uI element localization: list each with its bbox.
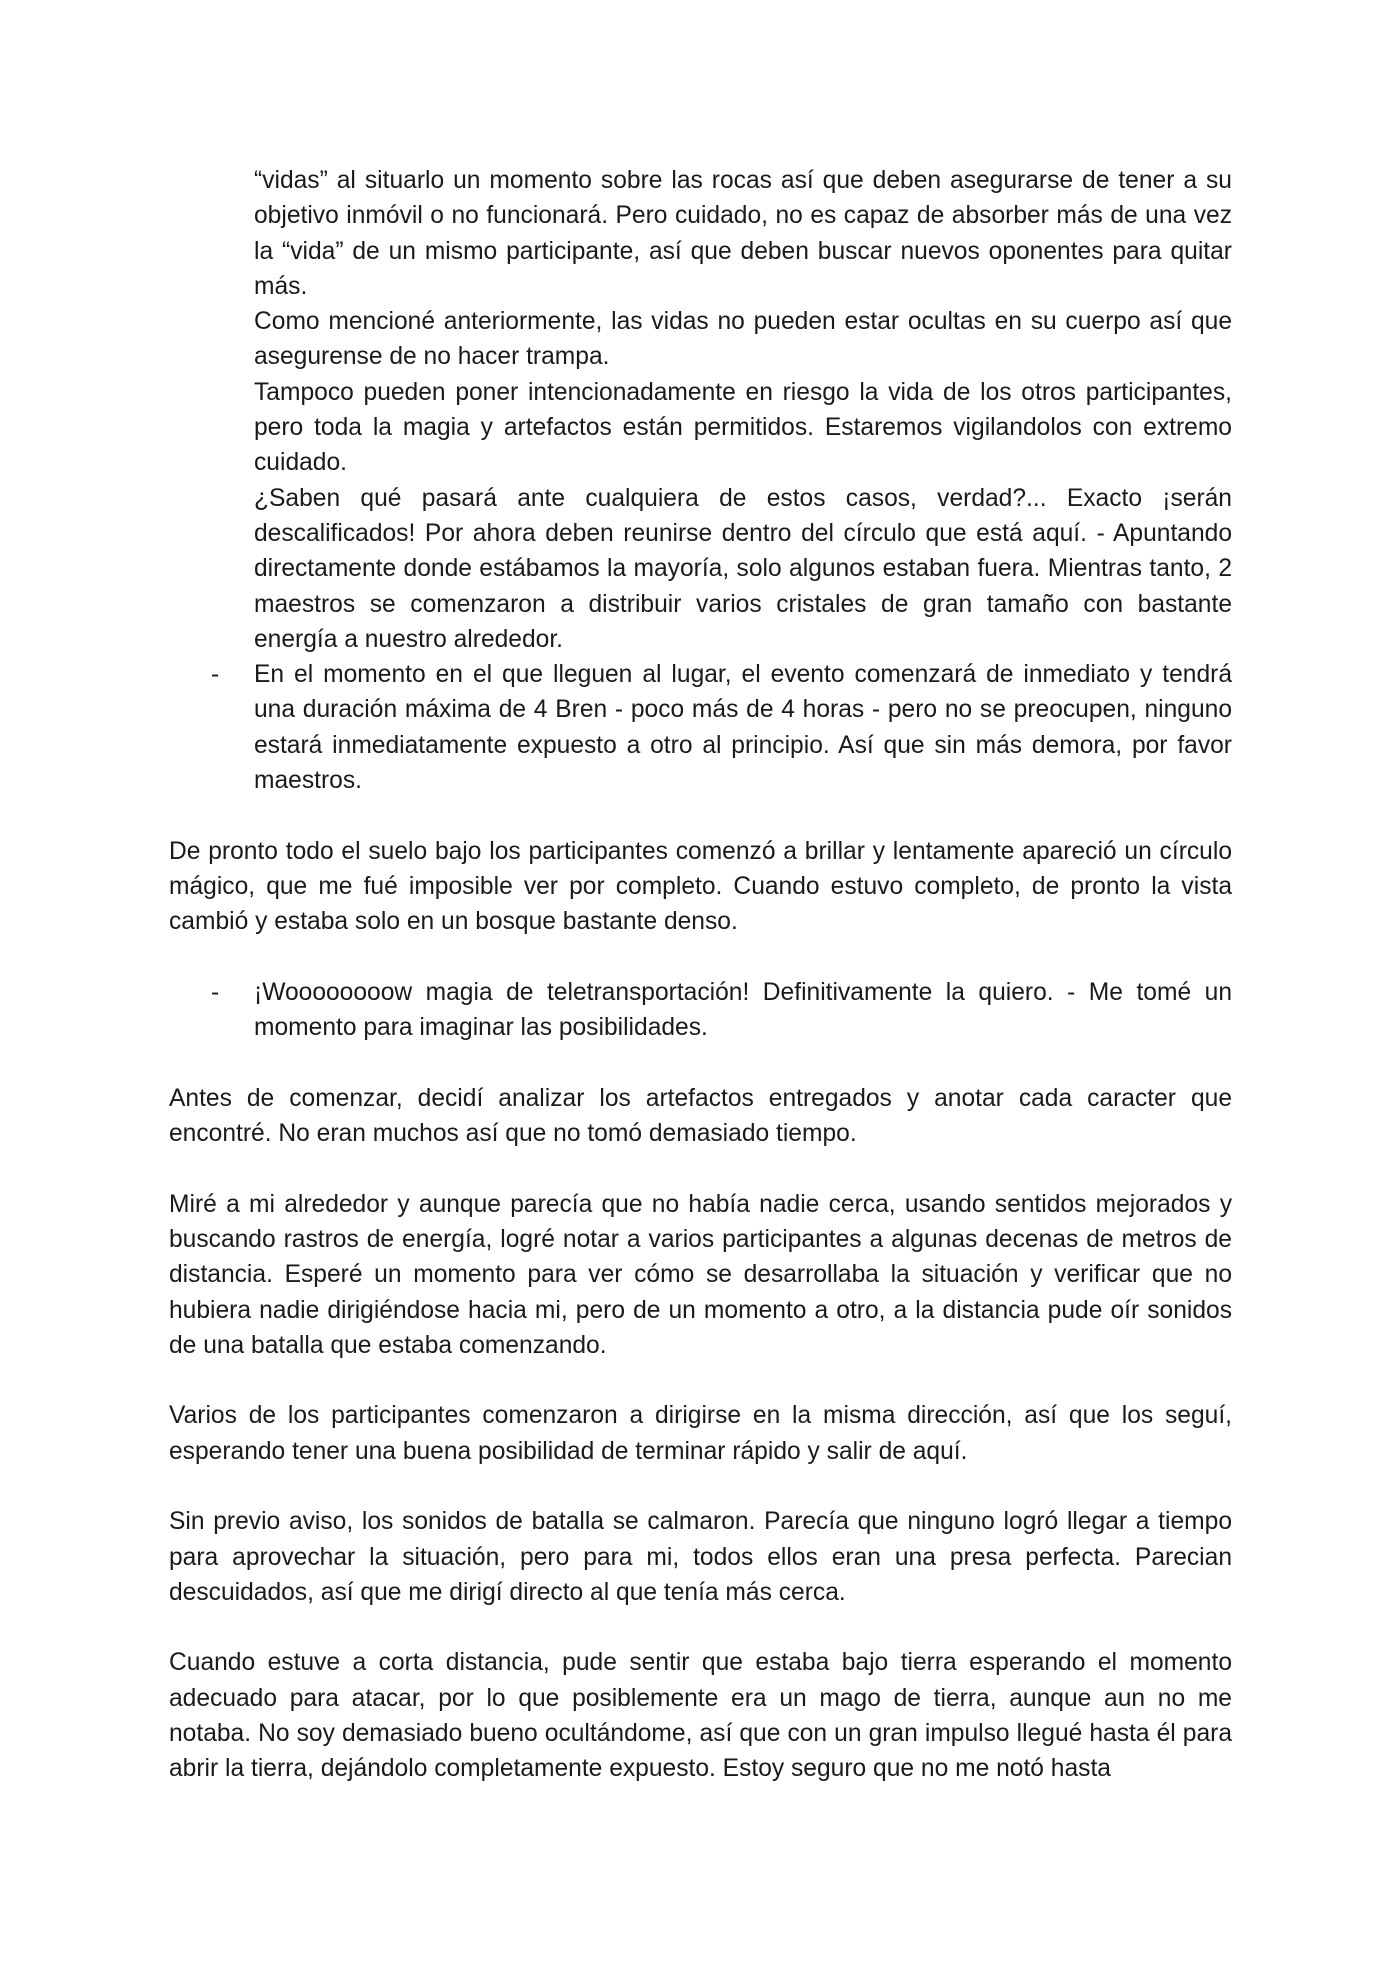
- paragraph-gap: [169, 1363, 1232, 1398]
- bullet-text: En el momento en el que lleguen al lugar, el evento comenzará de inmediato y tendrá una duración máxima de 4 Bren - poco más de 4 horas - pero no se preocupen, ninguno estará inmediatamente expuesto a otro al principio. Así que sin más demora, por favor maestros.: [254, 661, 1232, 795]
- paragraph: Varios de los participantes comenzaron a dirigirse en la misma dirección, así que los seguí, esperando tener una buena posibilidad de terminar rápido y salir de aquí.: [169, 1402, 1232, 1465]
- paragraph: De pronto todo el suelo bajo los participantes comenzó a brillar y lentamente apareció un círculo mágico, que me fué imposible ver por completo. Cuando estuvo completo, de pronto la vista cambió y estaba solo en un bosque bastante denso.: [169, 837, 1232, 936]
- dialogue-continuation: [169, 163, 1232, 657]
- paragraph-gap: [169, 1151, 1232, 1186]
- paragraph-gap: [169, 1045, 1232, 1080]
- paragraph: Tampoco pueden poner intencionadamente en riesgo la vida de los otros participantes, pero toda la magia y artefactos están permitidos. Estaremos vigilandolos con extremo cuidado.: [254, 378, 1232, 477]
- paragraph: Como mencioné anteriormente, las vidas no pueden estar ocultas en su cuerpo así que asegurense de no hacer trampa.: [254, 308, 1232, 371]
- paragraph-gap: [169, 1469, 1232, 1504]
- paragraph-gap: [169, 940, 1232, 975]
- paragraph: Miré a mi alrededor y aunque parecía que no había nadie cerca, usando sentidos mejorados y buscando rastros de energía, logré notar a varios participantes a algunas decenas de metros de distancia. Esperé un momento para ver cómo se desarrollaba la situación y verificar que no hubiera nadie dirigiéndose hacia mi, pero de un momento a otro, a la distancia pude oír sonidos de una batalla que estaba comenzando.: [169, 1190, 1232, 1359]
- bullet-dash: -: [211, 978, 220, 1006]
- document-page: [169, 163, 1232, 1787]
- paragraph: ¿Saben qué pasará ante cualquiera de estos casos, verdad?... Exacto ¡serán descalificados! Por ahora deben reunirse dentro del círculo que está aquí. - Apuntando directamente donde estábamos la mayoría, solo algunos estaban fuera. Mientras tanto, 2 maestros se comenzaron a distribuir varios cristales de gran tamaño con bastante energía a nuestro alrededor.: [254, 484, 1232, 653]
- bullet-text: ¡Woooooooow magia de teletransportación! Definitivamente la quiero. - Me tomé un momento para imaginar las posibilidades.: [254, 978, 1232, 1042]
- paragraph-gap: [169, 798, 1232, 833]
- dialogue-bullet: [169, 657, 1232, 798]
- paragraph: Antes de comenzar, decidí analizar los artefactos entregados y anotar cada caracter que encontré. No eran muchos así que no tomó demasiado tiempo.: [169, 1084, 1232, 1148]
- paragraph: Cuando estuve a corta distancia, pude sentir que estaba bajo tierra esperando el momento adecuado para atacar, por lo que posiblemente era un mago de tierra, aunque aun no me notaba. No soy demasiado bueno ocultándome, así que con un gran impulso llegué hasta él para abrir la tierra, dejándolo completamente expuesto. Estoy seguro que no me notó hasta: [169, 1649, 1232, 1783]
- bullet-dash: -: [211, 661, 220, 689]
- paragraph: Sin previo aviso, los sonidos de batalla se calmaron. Parecía que ninguno logró llegar a tiempo para aprovechar la situación, pero para mi, todos ellos eran una presa perfecta. Parecian descuidados, así que me dirigí directo al que tenía más cerca.: [169, 1508, 1232, 1606]
- dialogue-bullet: [169, 975, 1232, 1046]
- paragraph-gap: [169, 1610, 1232, 1645]
- paragraph: “vidas” al situarlo un momento sobre las rocas así que deben asegurarse de tener a su objetivo inmóvil o no funcionará. Pero cuidado, no es capaz de absorber más de una vez la “vida” de un mismo participante, así que deben buscar nuevos oponentes para quitar más.: [254, 167, 1232, 300]
